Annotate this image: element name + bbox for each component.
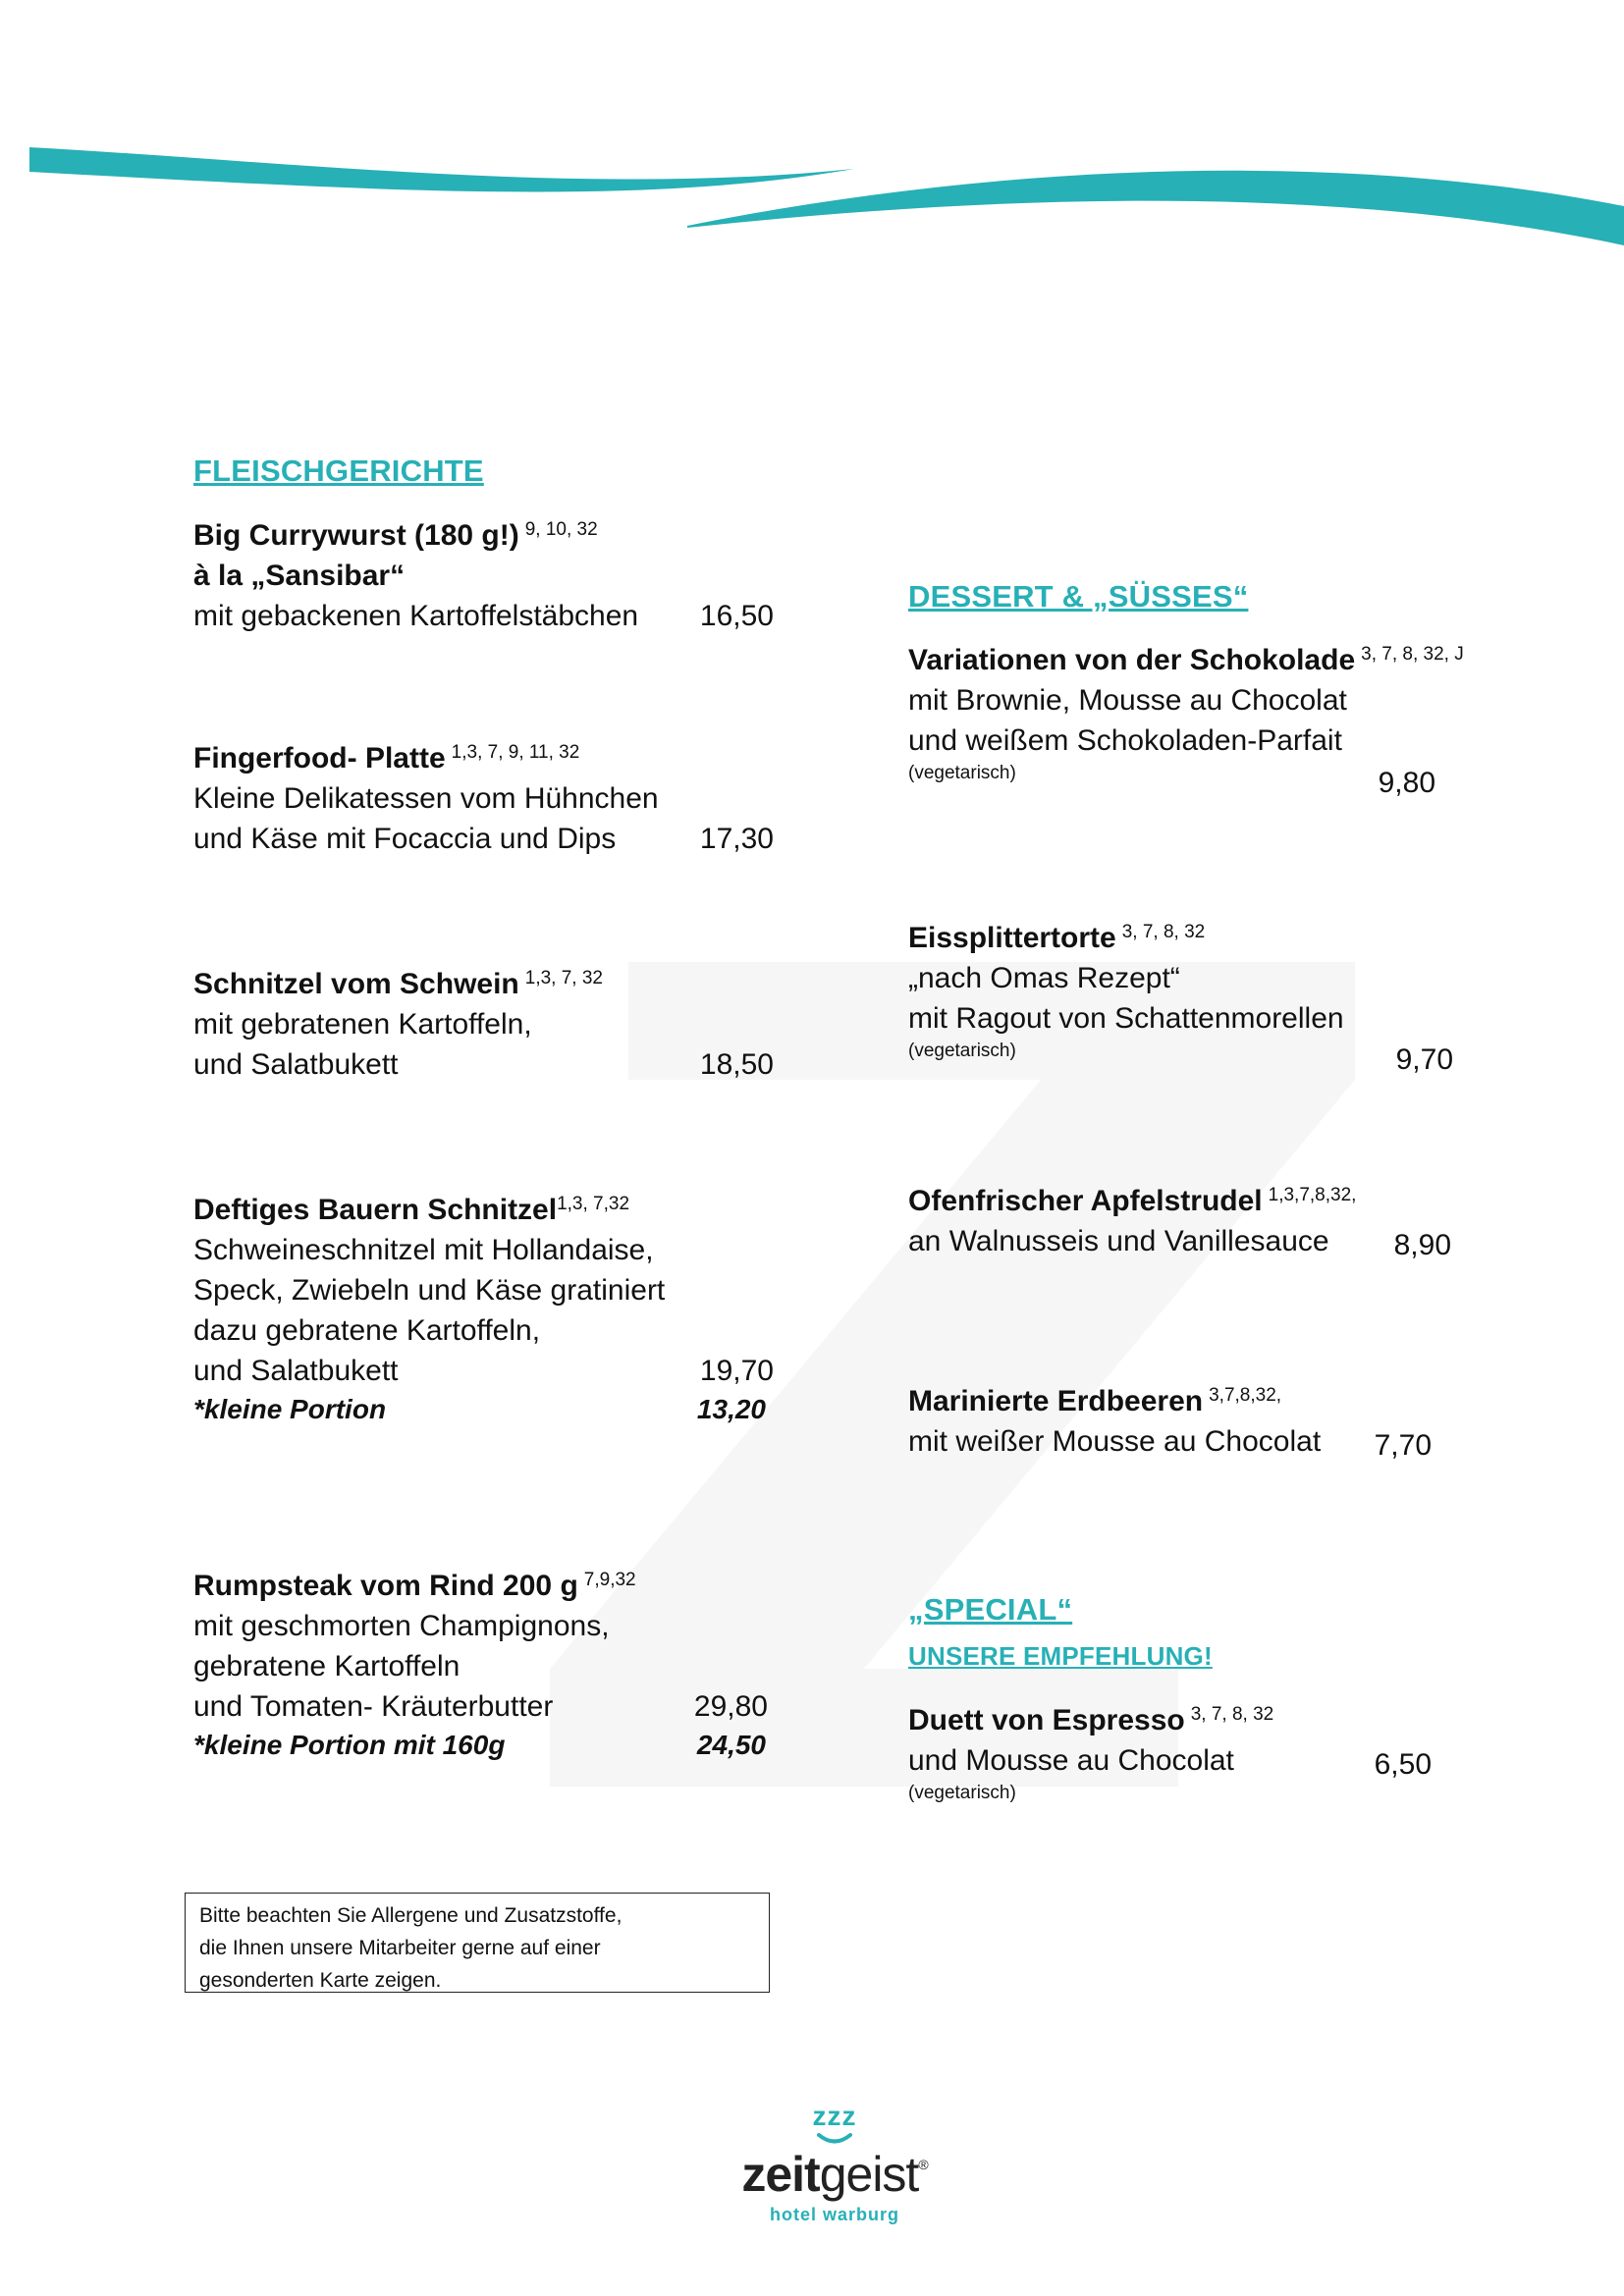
header-wave-banner [0,0,1624,294]
item-description: mit gebratenen Kartoffeln, [193,1008,532,1041]
item-name: Big Currywurst (180 g!) [193,519,519,552]
allergen-codes: 3,7,8,32, [1209,1385,1282,1406]
logo-brand-light: geist [819,2147,919,2202]
allergen-codes: 7,9,32 [583,1570,636,1590]
registered-mark: ® [918,2157,928,2172]
item-description: an Walnusseis und Vanillesauce [908,1225,1329,1257]
item-name: Deftiges Bauern Schnitzel [193,1194,558,1226]
small-portion-label: *kleine Portion [193,1394,387,1424]
allergen-codes: 1,3, 7,32 [557,1194,630,1214]
small-portion-price: 24,50 [696,1730,766,1760]
item-description: mit gebackenen Kartoffelstäbchen [193,600,639,632]
item-description: Speck, Zwiebeln und Käse gratiniert [193,1274,666,1307]
item-name: Duett von Espresso [908,1704,1185,1736]
vegetarian-note: (vegetarisch) [908,1041,1016,1061]
item-price: 9,70 [1395,1043,1453,1076]
item-description: Kleine Delikatessen vom Hühnchen [193,782,659,815]
notice-line: Bitte beachten Sie Allergene und Zusatzstoffe, [199,1904,623,1927]
small-portion-price: 13,20 [696,1394,766,1424]
item-description: mit weißer Mousse au Chocolat [908,1425,1322,1458]
vegetarian-note: (vegetarisch) [908,1783,1016,1803]
item-description: Schweineschnitzel mit Hollandaise, [193,1234,654,1266]
item-name: Rumpsteak vom Rind 200 g [193,1570,578,1602]
item-price: 8,90 [1393,1229,1451,1261]
allergen-codes: 3, 7, 8, 32 [1190,1704,1274,1725]
notice-line: die Ihnen unsere Mitarbeiter gerne auf einer [199,1937,601,1959]
item-price: 6,50 [1374,1748,1432,1781]
allergen-notice-box [185,1893,770,1993]
item-description: und Salatbukett [193,1355,399,1387]
item-name: Marinierte Erdbeeren [908,1385,1204,1417]
section-title-dessert: DESSERT & „SÜSSES“ [908,579,1249,614]
item-description: und weißem Schokoladen-Parfait [908,724,1342,757]
vegetarian-note: (vegetarisch) [908,763,1016,783]
small-portion-label: *kleine Portion mit 160g [193,1730,506,1760]
menu-item-erdbeeren [908,1381,1321,1462]
logo-zzz: zzz [812,2101,857,2131]
zeitgeist-logo [727,2101,943,2258]
allergen-codes: 1,3, 7, 9, 11, 32 [451,742,580,763]
logo-brand-bold: zeit [741,2147,820,2202]
section-title-special: „SPECIAL“ [908,1592,1073,1627]
item-name: Fingerfood- Platte [193,742,446,774]
item-name: Eissplittertorte [908,922,1116,954]
smile-icon [815,2132,854,2146]
item-price: 16,50 [699,600,774,632]
item-description: gebratene Kartoffeln [193,1650,460,1682]
item-price: 18,50 [699,1048,774,1081]
section-title-fleischgerichte: FLEISCHGERICHTE [193,454,484,488]
item-price: 17,30 [699,823,774,855]
menu-item-apfelstrudel [908,1181,1356,1261]
allergen-codes: 9, 10, 32 [524,519,598,540]
item-name: Ofenfrischer Apfelstrudel [908,1185,1263,1217]
allergen-codes: 3, 7, 8, 32 [1121,922,1206,942]
item-description: und Mousse au Chocolat [908,1744,1234,1777]
menu-item-schnitzel [193,964,603,1085]
item-description: dazu gebratene Kartoffeln, [193,1314,541,1347]
item-price: 29,80 [693,1690,768,1723]
menu-item-rumpsteak [193,1566,636,1764]
notice-line: gesonderten Karte zeigen. [199,1969,442,1992]
item-description: und Salatbukett [193,1048,399,1081]
item-description: mit Ragout von Schattenmorellen [908,1002,1344,1035]
item-description: mit Brownie, Mousse au Chocolat [908,684,1347,717]
allergen-codes: 1,3, 7, 32 [524,968,603,988]
item-description: und Käse mit Focaccia und Dips [193,823,617,855]
logo-brand [727,2146,943,2203]
menu-item-bauern-schnitzel [193,1190,665,1428]
item-name: Schnitzel vom Schwein [193,968,519,1000]
item-subname: à la „Sansibar“ [193,560,406,592]
logo-subtitle: hotel warburg [769,2205,899,2224]
item-price: 9,80 [1378,767,1435,799]
menu-item-duett-espresso [908,1700,1273,1806]
item-name: Variationen von der Schokolade [908,644,1356,676]
menu-item-currywurst [193,515,638,636]
item-price: 7,70 [1374,1429,1432,1462]
allergen-codes: 1,3,7,8,32, [1268,1185,1357,1205]
item-description: „nach Omas Rezept“ [908,962,1180,994]
special-subtitle: UNSERE EMPFEHLUNG! [908,1641,1213,1671]
menu-item-fingerfood [193,738,659,859]
allergen-codes: 3, 7, 8, 32, J [1361,644,1464,665]
item-description: mit geschmorten Champignons, [193,1610,610,1642]
menu-item-eissplittertorte [908,918,1344,1064]
item-description: und Tomaten- Kräuterbutter [193,1690,554,1723]
item-price: 19,70 [699,1355,774,1387]
